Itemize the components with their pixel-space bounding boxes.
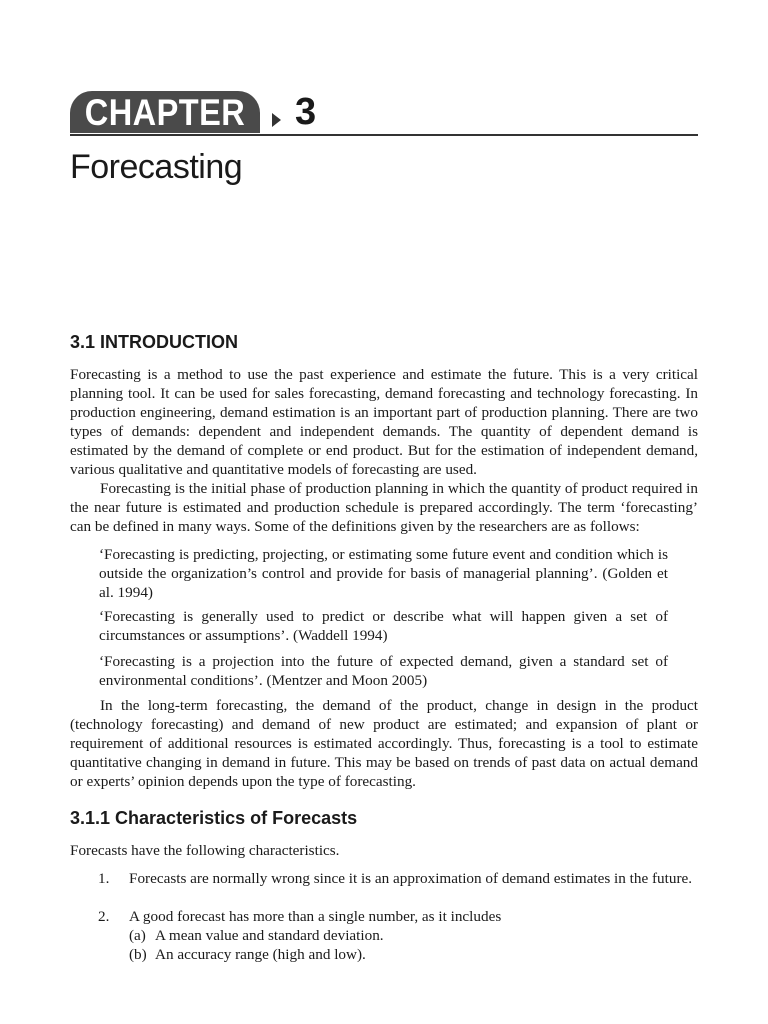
section-heading-introduction: 3.1 INTRODUCTION [70,332,239,352]
list-item-text: A good forecast has more than a single number, as it includes [129,908,502,925]
list-item-number: 2. [98,908,110,925]
chapter-number: 3 [295,91,317,133]
sub-list-text: A mean value and standard deviation. [155,927,384,944]
sub-list-item [129,926,384,945]
definition-quote-3: ‘Forecasting is a projection into the future of expected demand, given a standard set of environmental conditions’. (Mentzer and Moon 2005) [99,653,668,689]
intro-paragraph-2: Forecasting is the initial phase of production planning in which the quantity of product required in the near future is estimated and production schedule is prepared accordingly. The term ‘forecasting’ can be defined in many ways. Some of the definitions given by the researchers are as follows: [70,480,698,535]
chapter-title: Forecasting [70,148,243,186]
sub-list-letter: (b) [129,946,147,963]
sub-list-text: An accuracy range (high and low). [155,946,366,963]
list-item-number: 1. [98,870,110,887]
chapter-header [70,91,698,135]
definition-quote-1: ‘Forecasting is predicting, projecting, or estimating some future event and condition which is outside the organization’s control and provide for basis of managerial planning’. (Golden et al. 1994) [99,546,668,601]
intro-paragraph-3: In the long-term forecasting, the demand of the product, change in design in the product (technology forecasting) and demand of new product are estimated; and expansion of plant or requirement of additional resources is estimated accordingly. Thus, forecasting is a tool to estimate quantitative changing in demand in future. This may be based on trends of past data on actual demand or experts’ opinion depends upon the type of forecasting. [70,697,698,790]
triangle-right-icon [272,113,281,127]
section-heading-characteristics: 3.1.1 Characteristics of Forecasts [70,808,358,828]
list-item-text: Forecasts are normally wrong since it is an approximation of demand estimates in the future. [129,870,693,887]
chapter-label: CHAPTER [84,92,246,133]
chapter-rule [70,134,698,136]
sub-list-letter: (a) [129,927,146,944]
sub-list-item [129,945,366,964]
intro-paragraph-1: Forecasting is a method to use the past experience and estimate the future. This is a very critical planning tool. It can be used for sales forecasting, demand forecasting and technology forecasting. In production engineering, demand estimation is an important part of production planning. There are two types of demands: dependent and independent demands. The quantity of dependent demand is estimated by the demand of complete or end product. But for the estimation of independent demand, various qualitative and quantitative models of forecasting are used. [70,366,698,478]
definition-quote-2: ‘Forecasting is generally used to predict or describe what will happen given a set of circumstances or assumptions’. (Waddell 1994) [99,608,668,644]
characteristics-lead: Forecasts have the following characteristics. [70,842,340,859]
chapter-label-tab [70,91,260,133]
